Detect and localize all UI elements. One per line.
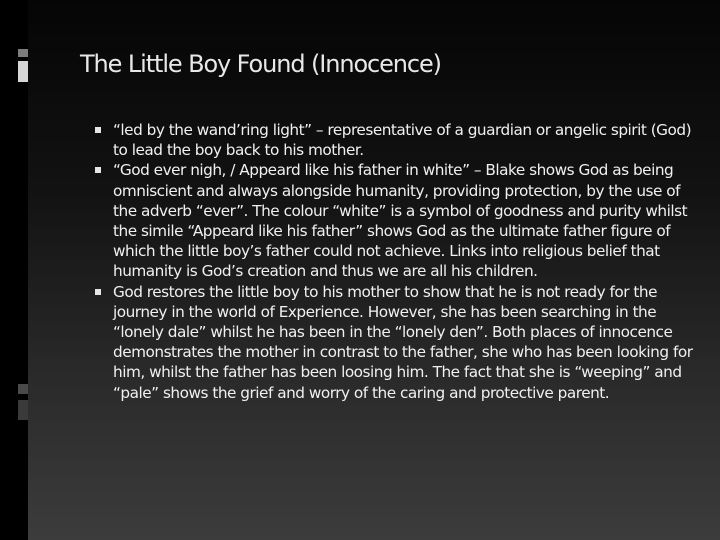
list-item — [95, 160, 695, 281]
slide-title: The Little Boy Found (Innocence) — [80, 50, 441, 78]
square-bullet-icon — [95, 127, 101, 133]
accent-bar — [18, 61, 28, 82]
bullet-list — [95, 120, 695, 403]
accent-bar — [18, 384, 28, 394]
accent-bar — [18, 49, 28, 57]
bullet-text: God restores the little boy to his mother to show that he is not ready for the journey in the world of Experience. However, she has been searching in the “lonely dale” whilst he has been in the “lonely den”. Both places of innocence demonstrates the mother in contrast to the father, she who has been looking for him, whilst the father has been loosing him. The fact that she is “weeping” and “pale” shows the grief and worry of the caring and protective parent. — [113, 282, 693, 402]
square-bullet-icon — [95, 289, 101, 295]
bullet-text: “led by the wand’ring light” – representative of a guardian or angelic spirit (God) to lead the boy back to his mother. — [113, 121, 692, 160]
accent-bar — [18, 400, 28, 420]
list-item — [95, 120, 695, 160]
square-bullet-icon — [95, 167, 101, 173]
bullet-text: “God ever nigh, / Appeard like his father in white” – Blake shows God as being omniscient and always alongside humanity, providing protection, by the use of the adverb “ever”. The colour “white” is a symbol of goodness and purity whilst the simile “Appeard like his father” shows God as the ultimate father figure of which the little boy’s father could not achieve. Links into religious belief that humanity is God’s creation and thus we are all his children. — [113, 161, 688, 281]
list-item — [95, 282, 695, 403]
